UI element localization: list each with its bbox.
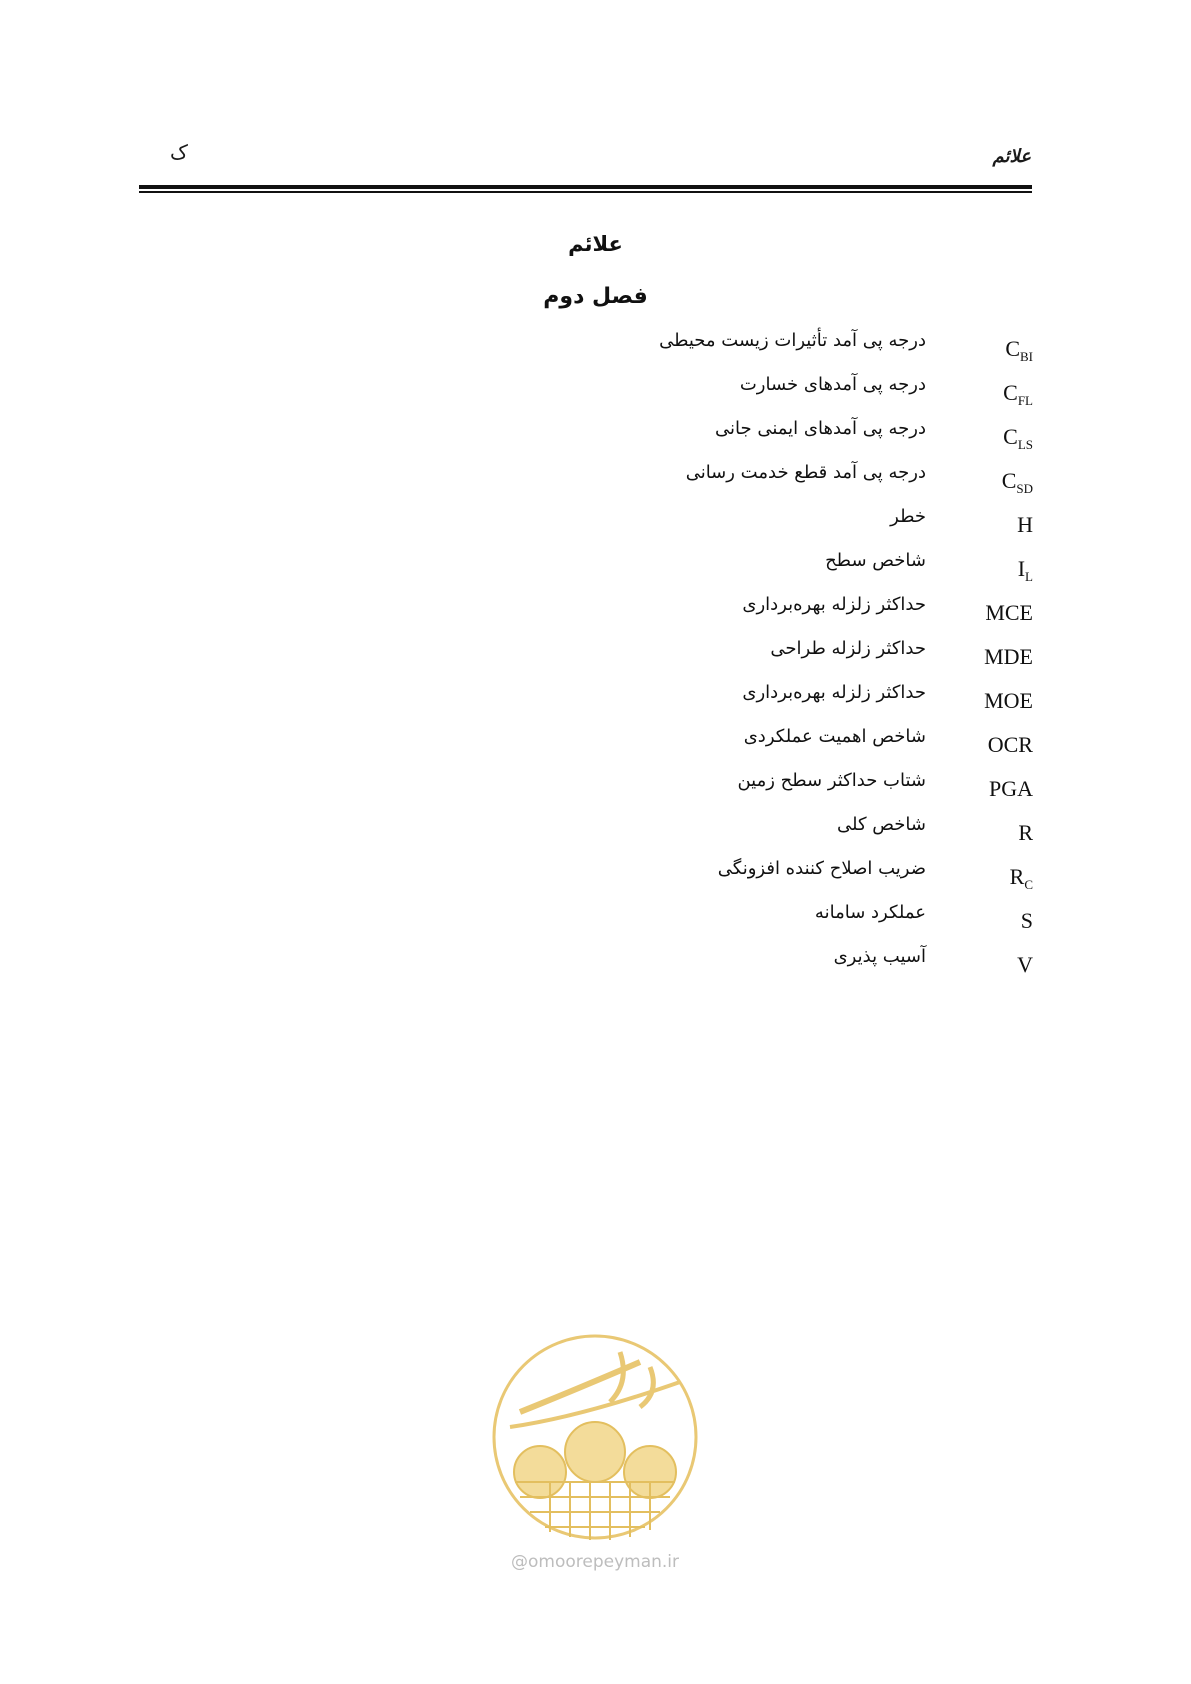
- symbol-row: [0, 682, 1191, 722]
- symbol-description: حداکثر زلزله طراحی: [770, 638, 926, 659]
- symbol: V: [1017, 952, 1033, 977]
- symbol-description: درجه پی آمدهای خسارت: [739, 374, 926, 395]
- symbol: PGA: [988, 776, 1033, 801]
- symbol-row: [0, 770, 1191, 810]
- symbol-description: شاخص اهمیت عملکردی: [743, 726, 926, 747]
- symbol: $I_L$: [1017, 556, 1033, 584]
- section-heading: علائم: [568, 232, 623, 256]
- symbol-row: [0, 946, 1191, 986]
- symbol-row: [0, 594, 1191, 634]
- symbol: H: [1017, 512, 1033, 537]
- page-number: ک: [170, 140, 188, 164]
- symbol: R: [1018, 820, 1033, 845]
- symbol-description: ضریب اصلاح کننده افزونگی: [717, 858, 926, 879]
- symbol: OCR: [987, 732, 1033, 757]
- symbol-description: آسیب پذیری: [833, 946, 926, 967]
- symbol-row: [0, 506, 1191, 546]
- header-rule-thin: [139, 191, 1032, 193]
- symbol-description: درجه پی آمدهای ایمنی جانی: [714, 418, 926, 439]
- watermark-site-label: @omoorepeyman.ir: [510, 1552, 680, 1572]
- symbol: $R_C$: [1009, 864, 1033, 892]
- symbol: MDE: [984, 644, 1033, 669]
- symbol: S: [1020, 908, 1033, 933]
- symbol-row: [0, 550, 1191, 590]
- symbol-row: [0, 374, 1191, 414]
- symbol-description: درجه پی آمد تأثیرات زیست محیطی: [659, 330, 926, 351]
- symbol-description: حداکثر زلزله بهره‌برداری: [742, 594, 926, 615]
- symbol: $C_{LS}$: [1003, 424, 1033, 452]
- symbol-description: شتاب حداکثر سطح زمین: [737, 770, 926, 791]
- symbol: $C_{SD}$: [1001, 468, 1033, 496]
- symbol-row: [0, 726, 1191, 766]
- chapter-heading: فصل دوم: [543, 284, 648, 309]
- symbol-row: [0, 902, 1191, 942]
- symbol-description: شاخص سطح: [825, 550, 926, 571]
- symbol: $C_{FL}$: [1003, 380, 1033, 408]
- symbol: MOE: [984, 688, 1033, 713]
- symbol-row: [0, 330, 1191, 370]
- header-rule-thick: [139, 185, 1032, 189]
- watermark-logo-icon: [490, 1332, 700, 1542]
- symbol-row: [0, 814, 1191, 854]
- symbol-description: حداکثر زلزله بهره‌برداری: [742, 682, 926, 703]
- symbol-row: [0, 638, 1191, 678]
- symbol-row: [0, 418, 1191, 458]
- symbol-description: عملکرد سامانه: [814, 902, 926, 923]
- symbol-row: [0, 462, 1191, 502]
- symbol-description: شاخص کلی: [837, 814, 926, 835]
- symbol: MCE: [985, 600, 1033, 625]
- running-header-title: علائم: [992, 146, 1031, 167]
- symbol-row: [0, 858, 1191, 898]
- symbol-description: خطر: [890, 506, 926, 527]
- symbol-description: درجه پی آمد قطع خدمت رسانی: [685, 462, 926, 483]
- symbol: $C_{BI}$: [1005, 336, 1033, 364]
